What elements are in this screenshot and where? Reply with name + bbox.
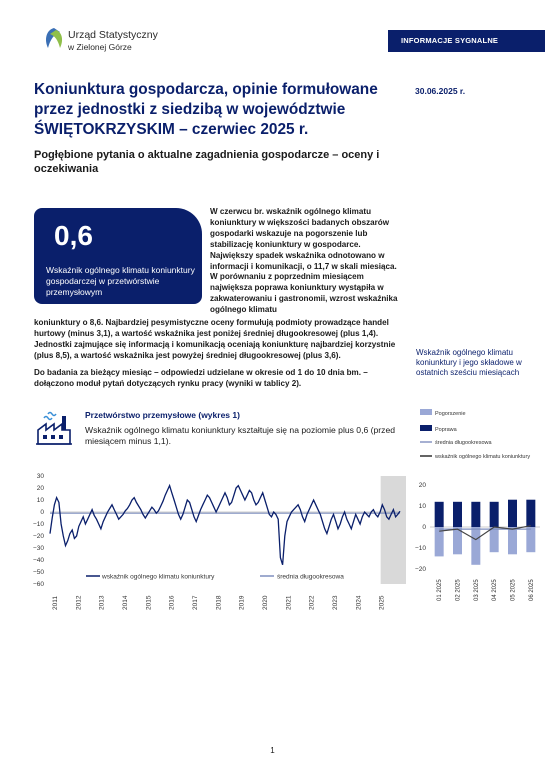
x-tick-label: 03 2025 [473,579,480,601]
x-tick-label: 2025 [378,595,386,610]
logo-icon [42,26,66,52]
y-tick-label: −50 [32,569,44,576]
x-tick-label: 2013 [98,595,106,610]
y-tick-label: −40 [32,557,44,564]
y-tick-label: −20 [414,566,426,573]
legend-swatch-improvement [420,425,432,431]
bar-improvement [435,502,444,527]
bar-improvement [508,500,517,527]
y-tick-label: 10 [418,503,426,510]
y-tick-label: −30 [32,545,44,552]
y-tick-label: 20 [418,482,426,489]
section-text: Wskaźnik ogólnego klimatu koniunktury kształtuje się na poziomie plus 0,6 (przed miesiącem minus 1,1). [85,425,396,446]
x-tick-label: 04 2025 [492,579,499,601]
legend-label: Pogorszenie [435,411,466,417]
bar-deterioration [471,527,480,565]
legend-label-long-term-average: średnia długookresowa [277,573,344,581]
y-tick-label: 0 [40,509,44,516]
side-chart-title: Wskaźnik ogólnego klimatu koniunktury i jego składowe w ostatnich sześciu miesiącach [416,348,522,377]
bar-improvement [471,502,480,527]
x-tick-label: 2023 [332,595,339,610]
key-indicator-label: Wskaźnik ogólnego klimatu koniunktury gospodarczej w przetwórstwie przemysłowym [46,265,195,297]
y-tick-label: 0 [422,524,426,531]
x-tick-label: 2022 [308,595,316,610]
y-tick-label: 30 [36,473,44,480]
intro-paragraph-continued: koniunktury o 8,6. Najbardziej pesymistyczne oceny formułują podmioty prowadzące handel hurtowy (minus 3,1), a wartość wskaźnika jest poniżej średniej długookresowej (plus 1,4). Jednostki zajmujące się informacją i komunikacją oceniają koniunkturę najbardziej korzystnie (plus 8,5), a wartość wskaźnika jest powyżej średniej długookresowej (plus 3,6). [34,318,396,360]
factory-icon [34,408,74,446]
x-tick-label: 2016 [168,595,176,610]
section-title: Przetwórstwo przemysłowe (wykres 1) [85,410,240,420]
x-tick-label: 2014 [122,595,129,610]
survey-note-paragraph: Do badania za bieżący miesiąc – odpowiedzi udzielane w okresie od 1 do 10 dnia bm. – dołączono moduł pytań dotyczących rynku pracy (wyniki w tablicy 2). [34,368,368,388]
legend-label: Poprawa [435,427,457,433]
x-tick-label: 05 2025 [510,579,517,601]
key-indicator-card [34,208,202,304]
x-tick-label: 2012 [75,595,83,610]
x-tick-label: 2020 [262,595,269,610]
y-tick-label: −10 [414,545,426,552]
y-tick-label: −20 [32,533,44,540]
x-tick-label: 06 2025 [528,579,535,601]
x-tick-label: 02 2025 [455,579,462,601]
legend-label: wskaźnik ogólnego klimatu koniunktury [435,454,531,460]
page-subtitle: Pogłębione pytania o aktualne zagadnienia gospodarcze – oceny i oczekiwania [34,149,380,175]
x-tick-label: 01 2025 [437,579,444,601]
publication-date: 30.06.2025 r. [415,86,466,96]
x-tick-label: 2021 [285,595,293,610]
forecast-shade [381,476,406,584]
x-tick-label: 2017 [192,595,199,610]
x-tick-label: 2011 [52,596,59,610]
y-tick-label: 10 [36,497,44,504]
key-indicator-value: 0,6 [54,220,93,251]
bar-deterioration [490,527,499,552]
main-line-chart [28,470,408,612]
x-tick-label: 2015 [145,595,153,610]
x-tick-label: 2024 [355,595,363,610]
series-line-climate-indicator [50,486,400,565]
bar-deterioration [526,527,535,552]
org-name-line2: w Zielonej Górze [68,42,132,52]
org-name-line1: Urząd Statystyczny [68,29,158,41]
x-tick-label: 2018 [215,595,223,610]
page-number: 1 [270,746,275,755]
page-title: Koniunktura gospodarcza, opinie formułowane przez jednostki z siedzibą w województwie ŚWIĘTOKRZYSKIM – czerwiec 2025 r. [34,81,378,138]
bar-improvement [526,500,535,527]
legend-label: średnia długookresowa [435,440,492,446]
y-tick-label: −60 [32,581,44,588]
y-tick-label: −10 [32,521,44,528]
x-tick-label: 2019 [238,595,246,610]
legend-swatch-deterioration [420,409,432,415]
y-tick-label: 20 [36,485,44,492]
series-line-climate-indicator [439,526,531,540]
publication-type-tag: INFORMACJE SYGNALNE [388,30,545,52]
side-bar-chart [410,405,545,605]
bar-improvement [453,502,462,527]
bar-deterioration [508,527,517,554]
intro-paragraph-right: W czerwcu br. wskaźnik ogólnego klimatu koniunktury w większości badanych obszarów gospodarki wskazuje na pogorszenie lub stabilizację koniunktury w gospodarce. Największy spadek wskaźnika odnotowano w informacji i komunikacji, o 11,7 w skali miesiąca. W porównaniu z poprzednim miesiącem największa poprawa koniunktury wystąpiła w zakwaterowaniu i gastronomii, wzrost wskaźnika ogólnego klimatu [210,207,398,315]
bar-improvement [490,502,499,527]
legend-label-climate-indicator: wskaźnik ogólnego klimatu koniunktury [102,573,215,581]
